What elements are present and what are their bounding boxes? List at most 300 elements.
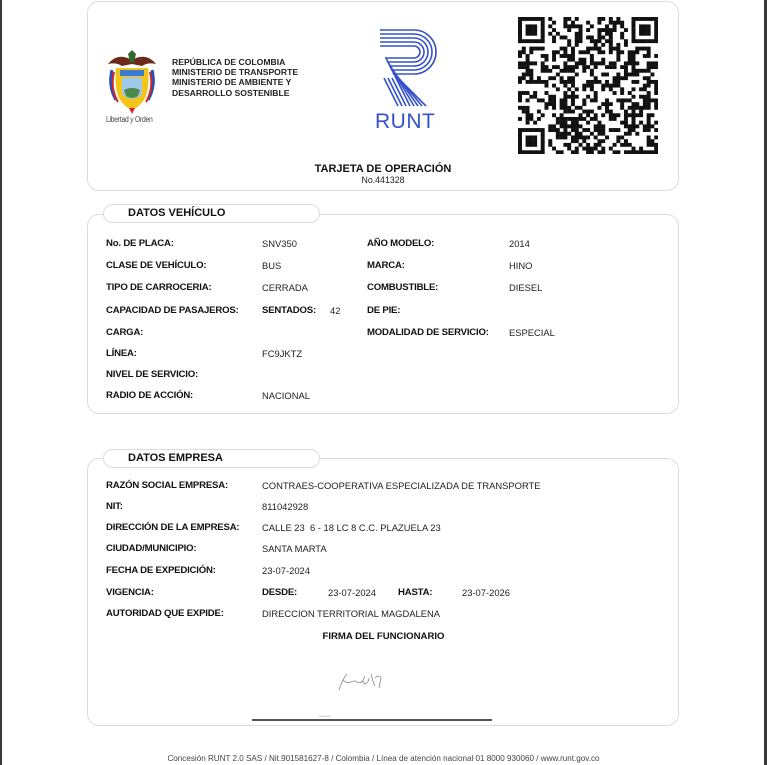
qr-module [609,43,613,47]
qr-module [601,128,605,132]
qr-module [522,17,526,21]
qr-module [575,61,579,65]
qr-module [560,150,564,154]
qr-module [609,102,613,106]
qr-module [632,17,636,21]
qr-module [620,106,624,110]
qr-module [544,106,548,110]
qr-module [579,132,583,136]
qr-module [609,28,613,32]
qr-module [518,143,522,147]
qr-module [647,80,651,84]
carroceria-value: CERRADA [262,282,308,293]
qr-module [548,98,552,102]
qr-module [613,61,617,65]
qr-module [654,54,658,58]
qr-module [586,84,590,88]
qr-module [620,50,624,54]
qr-module [609,128,613,132]
qr-module [548,128,552,132]
qr-module [567,147,571,151]
qr-module [597,139,601,143]
signature-icon [333,668,393,696]
clase-value: BUS [262,260,282,271]
qr-module [518,139,522,143]
qr-module [563,143,567,147]
qr-module [582,61,586,65]
qr-module [586,21,590,25]
qr-module [624,76,628,80]
qr-module [567,76,571,80]
qr-module [643,32,647,36]
qr-module [654,32,658,36]
qr-module [605,39,609,43]
qr-module [624,150,628,154]
qr-module [613,80,617,84]
qr-module [586,110,590,114]
qr-module [613,28,617,32]
qr-module [571,69,575,73]
qr-module [624,132,628,136]
qr-module [586,47,590,51]
qr-module [526,32,530,36]
qr-module [537,117,541,121]
qr-module [632,69,636,73]
qr-module [552,54,556,58]
radio-value: NACIONAL [262,390,310,401]
qr-module [575,95,579,99]
qr-module [541,39,545,43]
qr-module [639,147,643,151]
qr-module [650,61,654,65]
qr-module [575,150,579,154]
qr-module [518,65,522,69]
qr-module [635,102,639,106]
qr-module [620,65,624,69]
qr-module [616,76,620,80]
qr-module [529,113,533,117]
qr-module [624,61,628,65]
qr-module [582,102,586,106]
qr-module [620,91,624,95]
header-panel [87,1,679,191]
qr-module [571,135,575,139]
qr-module [541,150,545,154]
qr-module [594,91,598,95]
qr-module [571,95,575,99]
qr-module [613,84,617,88]
nivel-label: NIVEL DE SERVICIO: [106,369,199,380]
qr-module [639,17,643,21]
qr-module [647,54,651,58]
qr-module [529,139,533,143]
qr-module [552,76,556,80]
qr-module [526,150,530,154]
qr-module [601,84,605,88]
qr-module [518,80,522,84]
radio-label: RADIO DE ACCIÓN: [106,390,194,401]
qr-module [579,106,583,110]
qr-module [529,143,533,147]
qr-module [632,54,636,58]
qr-module [605,28,609,32]
qr-module [605,80,609,84]
qr-module [571,150,575,154]
qr-module [590,98,594,102]
qr-module [639,69,643,73]
qr-module [579,143,583,147]
qr-module [597,47,601,51]
qr-module [635,124,639,128]
qr-module [654,135,658,139]
qr-module [594,117,598,121]
depie-label: DE PIE: [367,305,401,316]
qr-module [537,47,541,51]
qr-module [526,117,530,121]
qr-module [541,47,545,51]
qr-module [571,58,575,62]
qr-module [609,61,613,65]
qr-module [556,150,560,154]
qr-module [590,147,594,151]
qr-module [541,54,545,58]
qr-module [586,150,590,154]
qr-module [586,80,590,84]
qr-module [537,150,541,154]
qr-module [518,117,522,121]
qr-module [529,17,533,21]
qr-module [582,139,586,143]
section-tab-empresa [103,449,320,468]
qr-module [575,17,579,21]
qr-module [541,135,545,139]
qr-module [594,76,598,80]
qr-module [624,28,628,32]
qr-module [567,87,571,91]
qr-module [616,113,620,117]
qr-module [616,50,620,54]
qr-module [635,69,639,73]
qr-module [579,39,583,43]
qr-module [605,73,609,77]
modelo-label: AÑO MODELO: [367,238,435,249]
qr-module [601,36,605,40]
qr-module [563,36,567,40]
qr-module [609,87,613,91]
qr-module [632,87,636,91]
qr-module [522,47,526,51]
qr-module [529,95,533,99]
qr-module [647,17,651,21]
qr-module [552,84,556,88]
qr-module [594,61,598,65]
signature-line [252,719,492,721]
qr-module [601,50,605,54]
qr-module [643,17,647,21]
qr-module [579,117,583,121]
qr-module [529,32,533,36]
qr-module [541,147,545,151]
qr-module [533,91,537,95]
qr-module [635,39,639,43]
qr-module [579,61,583,65]
qr-module [533,17,537,21]
qr-module [541,65,545,69]
qr-module [518,36,522,40]
qr-module [533,95,537,99]
qr-module [526,139,530,143]
combustible-label: COMBUSTIBLE: [367,282,439,293]
qr-module [560,47,564,51]
qr-module [616,150,620,154]
qr-module [643,84,647,88]
qr-module [571,84,575,88]
autoridad-value: DIRECCION TERRITORIAL MAGDALENA [262,608,440,619]
qr-module [632,102,636,106]
qr-module [643,28,647,32]
qr-module [620,98,624,102]
direccion-value: CALLE 23 6 - 18 LC 8 C.C. PLAZUELA 23 [262,522,441,533]
qr-module [548,95,552,99]
qr-module [548,76,552,80]
qr-module [548,69,552,73]
qr-module [567,95,571,99]
ciudad-value: SANTA MARTA [262,543,327,554]
signature-caption-icon: ▭▭▭▭▭ [319,715,331,718]
qr-module [632,65,636,69]
qr-module [533,39,537,43]
qr-module [575,65,579,69]
combustible-value: DIESEL [509,282,543,293]
modelo-value: 2014 [509,238,530,249]
qr-module [654,39,658,43]
qr-module [579,36,583,40]
qr-module [526,135,530,139]
qr-module [654,150,658,154]
qr-module [518,50,522,54]
qr-module [563,54,567,58]
qr-module [529,150,533,154]
qr-module [632,121,636,125]
qr-module [590,24,594,28]
qr-module [522,128,526,132]
marca-value: HINO [509,260,533,271]
qr-module [628,132,632,136]
qr-module [605,110,609,114]
qr-module [541,21,545,25]
qr-module [635,150,639,154]
qr-module [590,61,594,65]
qr-module [533,24,537,28]
qr-module [639,150,643,154]
qr-module [582,147,586,151]
qr-module [518,95,522,99]
qr-module [526,24,530,28]
qr-module [624,124,628,128]
qr-module [541,132,545,136]
qr-module [590,47,594,51]
qr-module [571,54,575,58]
qr-module [533,80,537,84]
qr-module [628,143,632,147]
qr-module [650,113,654,117]
qr-module [552,39,556,43]
qr-module [601,28,605,32]
qr-module [518,147,522,151]
qr-module [586,28,590,32]
qr-module [624,98,628,102]
qr-module [522,39,526,43]
qr-module [620,21,624,25]
qr-module [647,91,651,95]
qr-module [529,50,533,54]
section-title: DATOS VEHÍCULO [128,207,226,219]
desde-label: DESDE: [262,587,298,598]
qr-module [537,39,541,43]
vigencia-label: VIGENCIA: [106,587,154,598]
qr-module [563,117,567,121]
qr-module [597,17,601,21]
qr-module [632,113,636,117]
qr-module [571,110,575,114]
qr-module [643,98,647,102]
qr-module [628,50,632,54]
qr-module [541,80,545,84]
qr-module [609,21,613,25]
qr-module [597,21,601,25]
qr-module [632,117,636,121]
qr-module [616,21,620,25]
qr-module [597,39,601,43]
qr-module [632,110,636,114]
qr-module [575,32,579,36]
qr-module [575,43,579,47]
qr-module [556,135,560,139]
qr-module [575,87,579,91]
qr-module [590,36,594,40]
qr-module [643,128,647,132]
qr-module [597,80,601,84]
qr-module [620,135,624,139]
qr-module [632,80,636,84]
qr-module [579,113,583,117]
qr-module [533,28,537,32]
qr-module [552,124,556,128]
qr-module [650,73,654,77]
qr-module [541,143,545,147]
qr-module [560,121,564,125]
qr-module [654,128,658,132]
qr-module [586,135,590,139]
qr-module [537,17,541,21]
qr-module [586,121,590,125]
qr-module [563,110,567,114]
qr-module [616,58,620,62]
qr-module [643,106,647,110]
qr-module [609,84,613,88]
qr-module [594,98,598,102]
qr-module [647,117,651,121]
qr-module [556,32,560,36]
qr-module [620,76,624,80]
qr-module [647,113,651,117]
qr-module [647,84,651,88]
qr-module [556,73,560,77]
qr-module [654,36,658,40]
qr-module [632,39,636,43]
signature-title: FIRMA DEL FUNCIONARIO [322,631,445,642]
qr-module [605,98,609,102]
qr-module [647,121,651,125]
qr-module [579,24,583,28]
qr-module [533,139,537,143]
qr-module [571,47,575,51]
qr-module [552,128,556,132]
qr-module [560,132,564,136]
qr-module [632,32,636,36]
qr-module [624,39,628,43]
qr-module [620,32,624,36]
qr-module [643,47,647,51]
qr-module [571,76,575,80]
razon-label: RAZÓN SOCIAL EMPRESA: [106,480,228,491]
qr-module [575,39,579,43]
qr-module [582,98,586,102]
qr-module [613,128,617,132]
government-entities [172,57,298,98]
qr-module [639,87,643,91]
qr-module [544,102,548,106]
qr-module [594,135,598,139]
qr-module [605,135,609,139]
nit-label: NIT: [106,501,123,512]
qr-module [526,69,530,73]
footer-text: Concesión RUNT 2.0 SAS / Nit.901581627-8 / Colombia / Línea de atención nacional 01 8000 930060 / www.runt.gov.co [167,754,600,763]
runt-logo-text: RUNT [375,110,436,133]
qr-module [563,106,567,110]
qr-module [518,61,522,65]
qr-module [620,36,624,40]
qr-module [586,113,590,117]
qr-module [575,121,579,125]
qr-module [632,24,636,28]
qr-module [552,95,556,99]
qr-module [654,28,658,32]
qr-module [635,113,639,117]
qr-module [620,143,624,147]
qr-module [594,147,598,151]
qr-module [582,117,586,121]
qr-module [601,102,605,106]
qr-module [575,139,579,143]
qr-module [563,47,567,51]
qr-module [654,106,658,110]
qr-module [590,69,594,73]
qr-module [647,143,651,147]
qr-module [632,95,636,99]
qr-module [654,21,658,25]
qr-module [597,124,601,128]
qr-module [548,139,552,143]
qr-module [575,147,579,151]
qr-module [650,39,654,43]
qr-module [518,135,522,139]
qr-module [628,91,632,95]
qr-module [552,21,556,25]
qr-module [582,135,586,139]
qr-module [567,65,571,69]
qr-module [647,150,651,154]
